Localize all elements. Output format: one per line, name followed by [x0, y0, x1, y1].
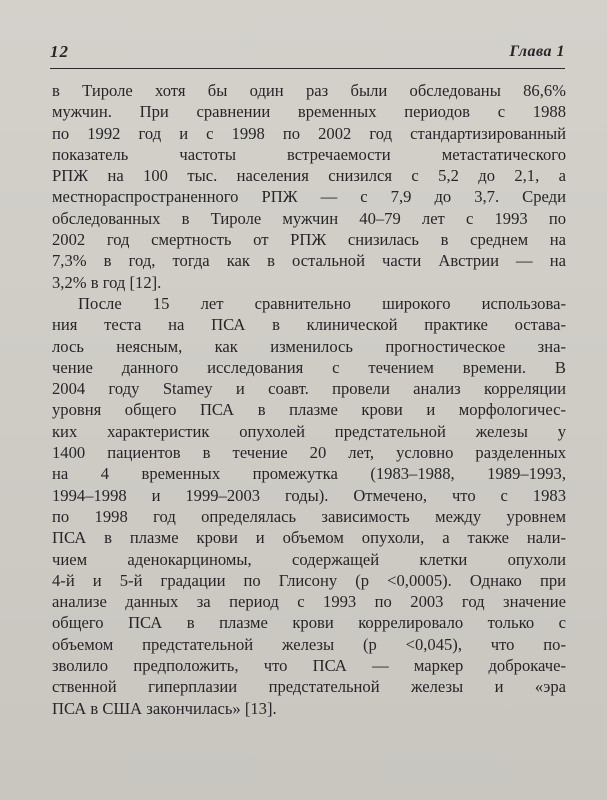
- text-line: РПЖ на 100 тыс. населения снизился с 5,2 до 2,1, а: [52, 166, 566, 186]
- text-line: ПСА в плазме крови и объемом опухоли, а также нали-: [52, 528, 566, 548]
- text-line: 7,3% в год, тогда как в остальной части Австрии — на: [52, 251, 566, 271]
- chapter-label: Глава 1: [509, 43, 565, 60]
- text-line: показатель частоты встречаемости метастатического: [52, 144, 566, 164]
- text-line: на 4 временных промежутка (1983–1988, 1989–1993,: [52, 464, 566, 484]
- text-line: мужчин. При сравнении временных периодов с 1988: [52, 102, 566, 122]
- text-line: 2002 год смертность от РПЖ снизилась в среднем на: [52, 230, 566, 250]
- text-line: обследованных в Тироле мужчин 40–79 лет с 1993 по: [52, 208, 566, 228]
- text-line: местнораспространенного РПЖ — с 7,9 до 3,7. Среди: [52, 187, 566, 207]
- text-line: чием аденокарциномы, содержащей клетки опухоли: [52, 549, 566, 569]
- paragraph-end-line: 3,2% в год [12].: [52, 272, 162, 292]
- paragraph-end-line: ПСА в США закончилась» [13].: [52, 698, 277, 718]
- running-head: [50, 40, 565, 69]
- page-number: 12: [50, 42, 69, 61]
- text-line: по 1998 год определялась зависимость между уровнем: [52, 506, 566, 526]
- text-line: 4-й и 5-й градации по Глисону (р <0,0005). Однако при: [52, 570, 566, 590]
- text-line: 2004 году Stamey и соавт. провели анализ корреляции: [52, 379, 566, 399]
- paragraph-first-line: После 15 лет сравнительно широкого использова-: [78, 293, 566, 313]
- text-line: по 1992 год и с 1998 по 2002 год стандартизированный: [52, 123, 566, 143]
- text-line: ких характеристик опухолей предстательной железы у: [52, 421, 566, 441]
- text-line: зволило предположить, что ПСА — маркер доброкаче-: [52, 656, 566, 676]
- text-line: ственной гиперплазии предстательной железы и «эра: [52, 677, 566, 697]
- text-line: 1400 пациентов в течение 20 лет, условно разделенных: [52, 443, 566, 463]
- text-line: уровня общего ПСА в плазме крови и морфологичес-: [52, 400, 566, 420]
- text-line: объемом предстательной железы (р <0,045), что по-: [52, 634, 566, 654]
- text-line: 1994–1998 и 1999–2003 годы). Отмечено, что с 1983: [52, 485, 566, 505]
- text-line: лось неясным, как изменилось прогностическое зна-: [52, 336, 566, 356]
- text-line: в Тироле хотя бы один раз были обследованы 86,6%: [52, 81, 566, 100]
- text-line: ния теста на ПСА в клинической практике остава-: [52, 315, 566, 335]
- text-line: чение данного исследования с течением времени. В: [52, 357, 566, 377]
- text-line: анализе данных за период с 1993 по 2003 год значение: [52, 592, 566, 612]
- body-text: [52, 80, 566, 719]
- text-line: общего ПСА в плазме крови коррелировало только с: [52, 613, 566, 633]
